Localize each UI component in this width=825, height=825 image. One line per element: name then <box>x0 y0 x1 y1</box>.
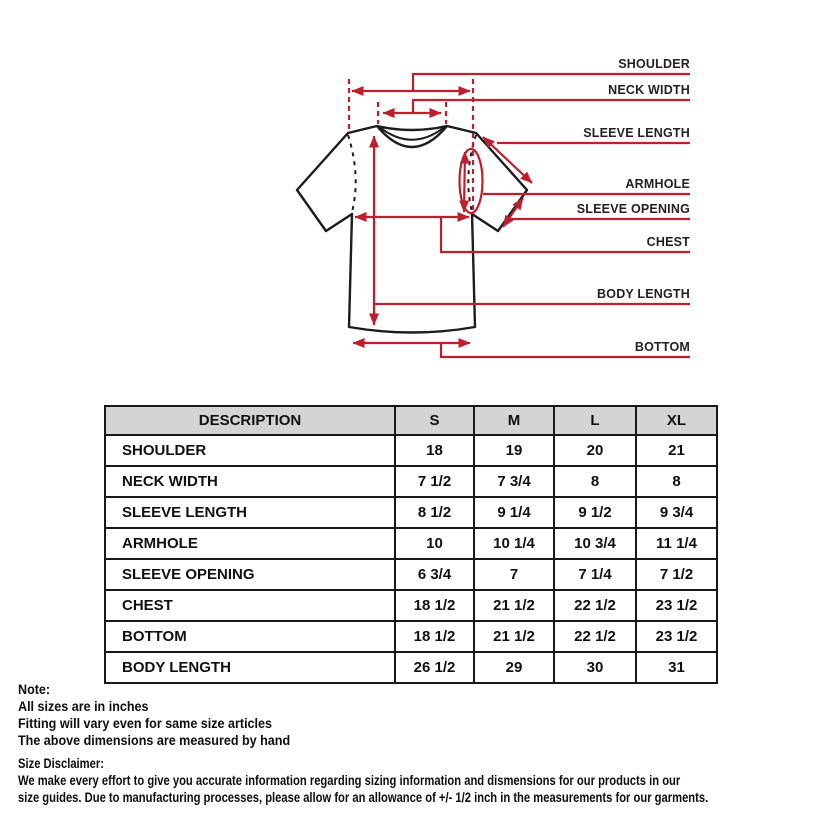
cell-value: 23 1/2 <box>636 590 717 621</box>
tshirt-outline <box>297 126 527 333</box>
row-label: BODY LENGTH <box>105 652 395 683</box>
note-line: The above dimensions are measured by hand <box>18 733 291 748</box>
diagram-label-armhole: ARMHOLE <box>625 177 690 191</box>
table-row-bottom <box>105 621 717 652</box>
row-label: BOTTOM <box>105 621 395 652</box>
cell-value: 6 3/4 <box>395 559 474 590</box>
cell-value: 18 <box>395 435 474 466</box>
notes-title: Note: <box>18 682 51 697</box>
cell-value: 30 <box>554 652 636 683</box>
cell-value: 7 3/4 <box>474 466 554 497</box>
cell-value: 21 1/2 <box>474 590 554 621</box>
diagram-label-sleeve-opening: SLEEVE OPENING <box>576 202 690 216</box>
cell-value: 18 1/2 <box>395 590 474 621</box>
col-header-s: S <box>395 406 474 435</box>
col-header-xl: XL <box>636 406 717 435</box>
size-disclaimer-block <box>18 755 708 806</box>
cell-value: 8 <box>636 466 717 497</box>
diagram-label-body-length: BODY LENGTH <box>597 287 690 301</box>
note-line: Fitting will vary even for same size articles <box>18 716 273 731</box>
cell-value: 19 <box>474 435 554 466</box>
cell-value: 31 <box>636 652 717 683</box>
cell-value: 21 1/2 <box>474 621 554 652</box>
table-row-armhole <box>105 528 717 559</box>
row-label: SHOULDER <box>105 435 395 466</box>
row-label: NECK WIDTH <box>105 466 395 497</box>
cell-value: 23 1/2 <box>636 621 717 652</box>
cell-value: 7 1/2 <box>395 466 474 497</box>
table-row-sleeve-length <box>105 497 717 528</box>
cell-value: 10 1/4 <box>474 528 554 559</box>
cell-value: 11 1/4 <box>636 528 717 559</box>
tshirt-measurement-diagram <box>0 0 825 390</box>
row-label: SLEEVE LENGTH <box>105 497 395 528</box>
col-header-m: M <box>474 406 554 435</box>
table-row-sleeve-opening <box>105 559 717 590</box>
notes-block <box>18 681 290 749</box>
row-label: ARMHOLE <box>105 528 395 559</box>
cell-value: 9 1/4 <box>474 497 554 528</box>
table-row-neck-width <box>105 466 717 497</box>
cell-value: 10 <box>395 528 474 559</box>
cell-value: 8 <box>554 466 636 497</box>
disclaimer-line: size guides. Due to manufacturing processes, please allow for an allowance of +/- 1/2 inch in the measurements for our garments. <box>18 790 709 805</box>
cell-value: 9 3/4 <box>636 497 717 528</box>
cell-value: 8 1/2 <box>395 497 474 528</box>
cell-value: 7 1/2 <box>636 559 717 590</box>
cell-value: 29 <box>474 652 554 683</box>
disclaimer-title: Size Disclaimer: <box>18 756 104 771</box>
col-header-description: DESCRIPTION <box>105 406 395 435</box>
cell-value: 22 1/2 <box>554 590 636 621</box>
col-header-l: L <box>554 406 636 435</box>
cell-value: 10 3/4 <box>554 528 636 559</box>
table-header-row <box>105 406 717 435</box>
diagram-label-sleeve-length: SLEEVE LENGTH <box>583 126 690 140</box>
note-line: All sizes are in inches <box>18 699 149 714</box>
disclaimer-line: We make every effort to give you accurate information regarding sizing information and dismensions for our products in our <box>18 773 681 788</box>
diagram-label-bottom: BOTTOM <box>634 340 690 354</box>
cell-value: 7 1/4 <box>554 559 636 590</box>
table-row-body-length <box>105 652 717 683</box>
row-label: CHEST <box>105 590 395 621</box>
diagram-label-chest: CHEST <box>646 235 690 249</box>
table-row-shoulder <box>105 435 717 466</box>
cell-value: 18 1/2 <box>395 621 474 652</box>
cell-value: 22 1/2 <box>554 621 636 652</box>
cell-value: 21 <box>636 435 717 466</box>
row-label: SLEEVE OPENING <box>105 559 395 590</box>
cell-value: 7 <box>474 559 554 590</box>
diagram-label-shoulder: SHOULDER <box>618 57 690 71</box>
diagram-label-neck-width: NECK WIDTH <box>608 83 690 97</box>
cell-value: 9 1/2 <box>554 497 636 528</box>
cell-value: 20 <box>554 435 636 466</box>
table-row-chest <box>105 590 717 621</box>
size-table <box>104 405 718 684</box>
cell-value: 26 1/2 <box>395 652 474 683</box>
